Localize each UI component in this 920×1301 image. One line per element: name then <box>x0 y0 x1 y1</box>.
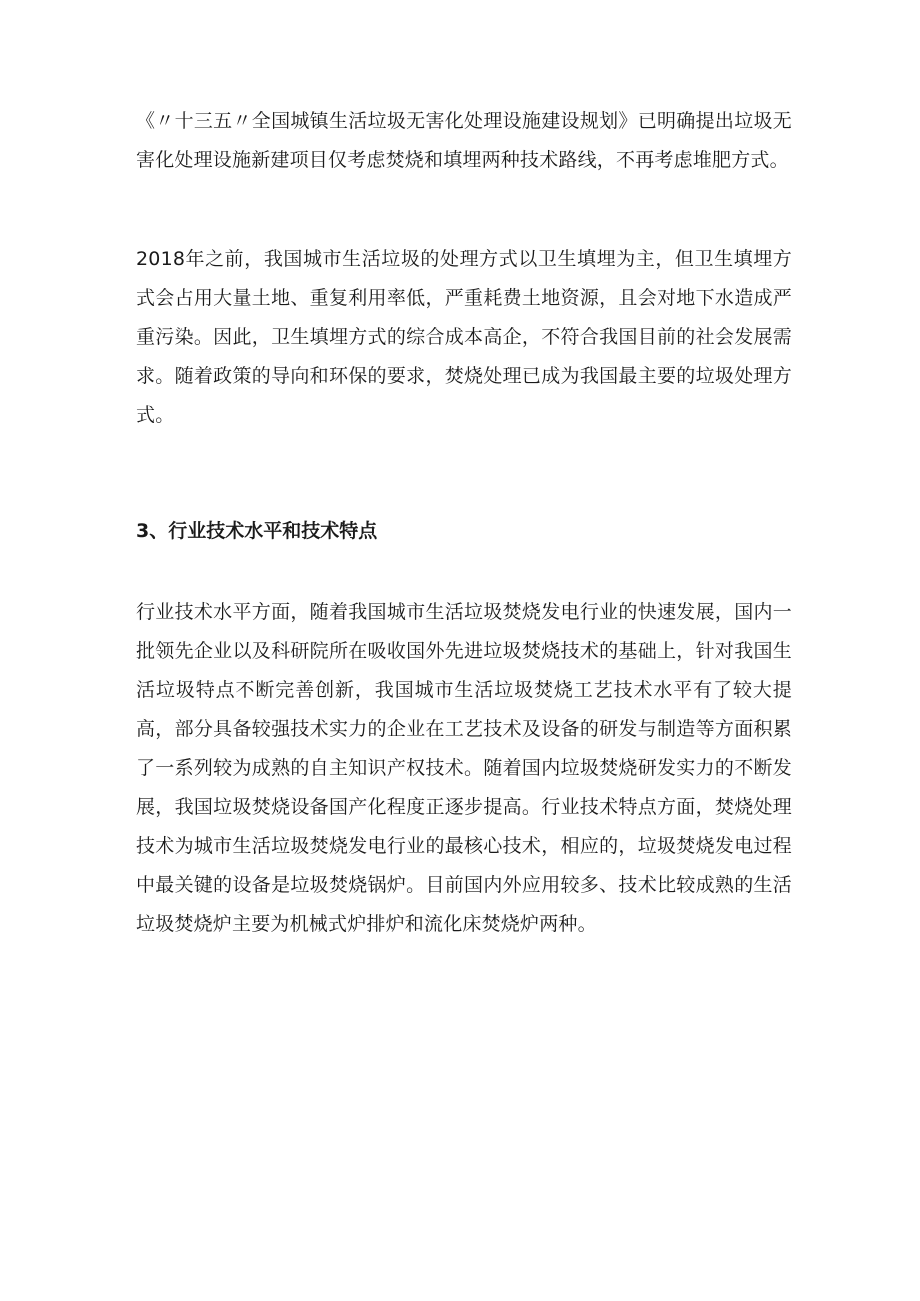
paragraph-planning-policy: 《〃十三五〃全国城镇生活垃圾无害化处理设施建设规划》已明确提出垃圾无害化处理设施新建项目仅考虑焚烧和填埋两种技术路线，不再考虑堆肥方式。 <box>136 110 792 171</box>
paragraph-technology-level: 行业技术水平方面，随着我国城市生活垃圾焚烧发电行业的快速发展，国内一批领先企业以及科研院所在吸收国外先进垃圾焚烧技术的基础上，针对我国生活垃圾特点不断完善创新，我国城市生活垃圾焚烧工艺技术水平有了较大提高，部分具备较强技术实力的企业在工艺技术及设备的研发与制造等方面积累了一系列较为成熟的自主知识产权技术。随着国内垃圾焚烧研发实力的不断发展，我国垃圾焚烧设备国产化程度正逐步提高。行业技术特点方面，焚烧处理技术为城市生活垃圾焚烧发电行业的最核心技术，相应的，垃圾焚烧发电过程中最关键的设备是垃圾焚烧锅炉。目前国内外应用较多、技术比较成熟的生活垃圾焚烧炉主要为机械式炉排炉和流化床焚烧炉两种。 <box>136 601 792 935</box>
section-heading: 3、行业技术水平和技术特点 <box>136 520 378 542</box>
paragraph-landfill-history: 2018年之前，我国城市生活垃圾的处理方式以卫生填埋为主，但卫生填埋方式会占用大量土地、重复利用率低，严重耗费土地资源，且会对地下水造成严重污染。因此，卫生填埋方式的综合成本高企，不符合我国目前的社会发展需求。随着政策的导向和环保的要求，焚烧处理已成为我国最主要的垃圾处理方式。 <box>136 248 792 426</box>
